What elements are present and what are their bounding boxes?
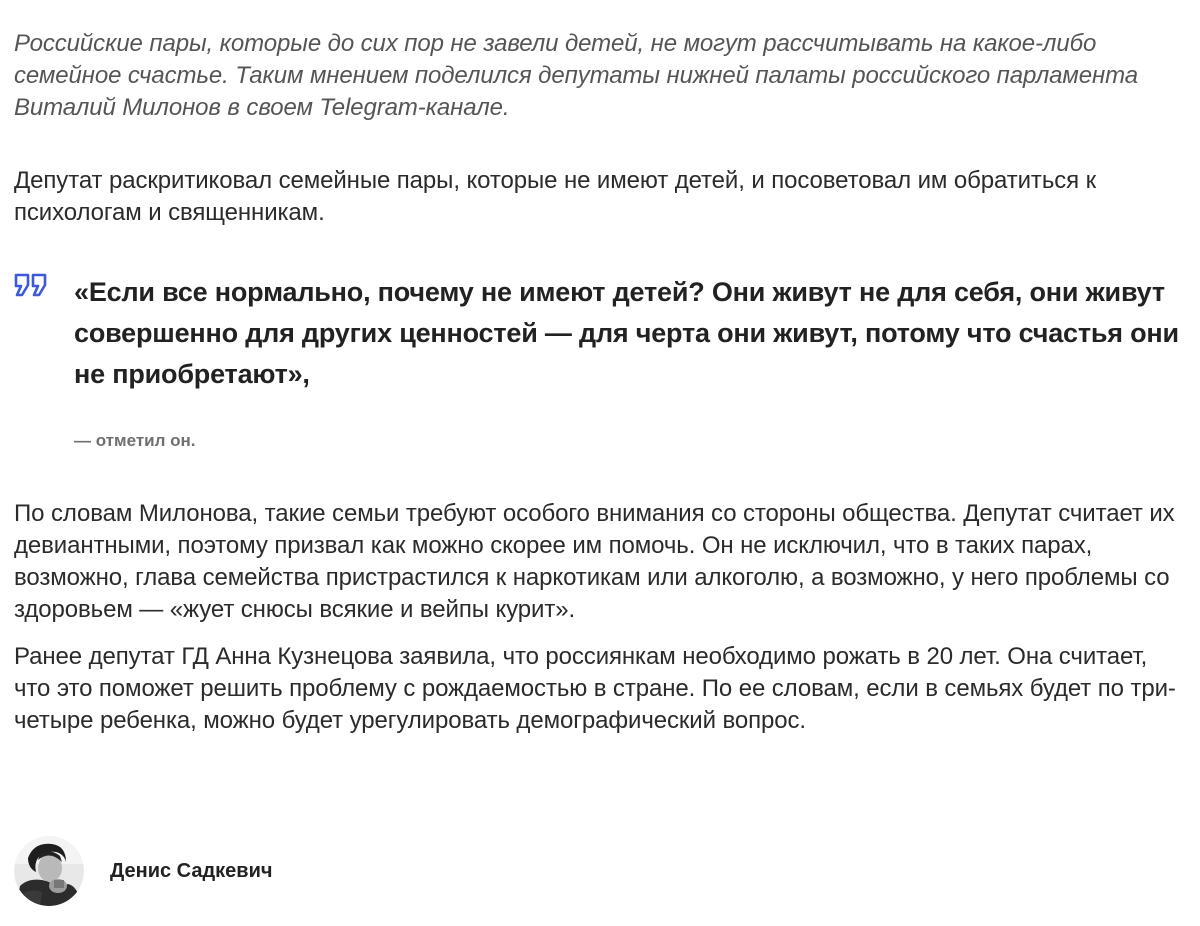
author-avatar[interactable] [14,836,84,906]
author-block[interactable] [14,836,273,906]
article-body [14,0,1186,737]
quote-text: «Если все нормально, почему не имеют детей? Они живут не для себя, они живут совершенно для других ценностей — для черта они живут, потому что счастья они не приобретают», [74,277,1179,389]
quote-attribution: — отметил он. [74,431,196,450]
article-paragraph: Ранее депутат ГД Анна Кузнецова заявила, что россиянкам необходимо рожать в 20 лет. Она считает, что это поможет решить проблему с рождаемостью в стране. По ее словам, если в семьях будет по три-четыре ребенка, можно будет урегулировать демографический вопрос. [14,643,1176,734]
blockquote [14,272,1186,453]
article-paragraph: По словам Милонова, такие семьи требуют особого внимания со стороны общества. Депутат считает их девиантными, поэтому призвал как можно скорее им помочь. Он не исключил, что в таких парах, возможно, глава семейства пристрастился к наркотикам или алкоголю, а возможно, у него проблемы со здоровьем — «жует снюсы всякие и вейпы курит». [14,500,1175,623]
article-lead: Российские пары, которые до сих пор не завели детей, не могут рассчитывать на какое-либо семейное счастье. Таким мнением поделился депутаты нижней палаты российского парламента Виталий Милонов в своем Telegram-канале. [14,30,1139,121]
article-paragraph: Депутат раскритиковал семейные пары, которые не имеют детей, и посоветовал им обратиться к психологам и священникам. [14,167,1096,226]
author-name[interactable]: Денис Садкевич [110,860,273,882]
quote-marks-icon [14,273,48,297]
